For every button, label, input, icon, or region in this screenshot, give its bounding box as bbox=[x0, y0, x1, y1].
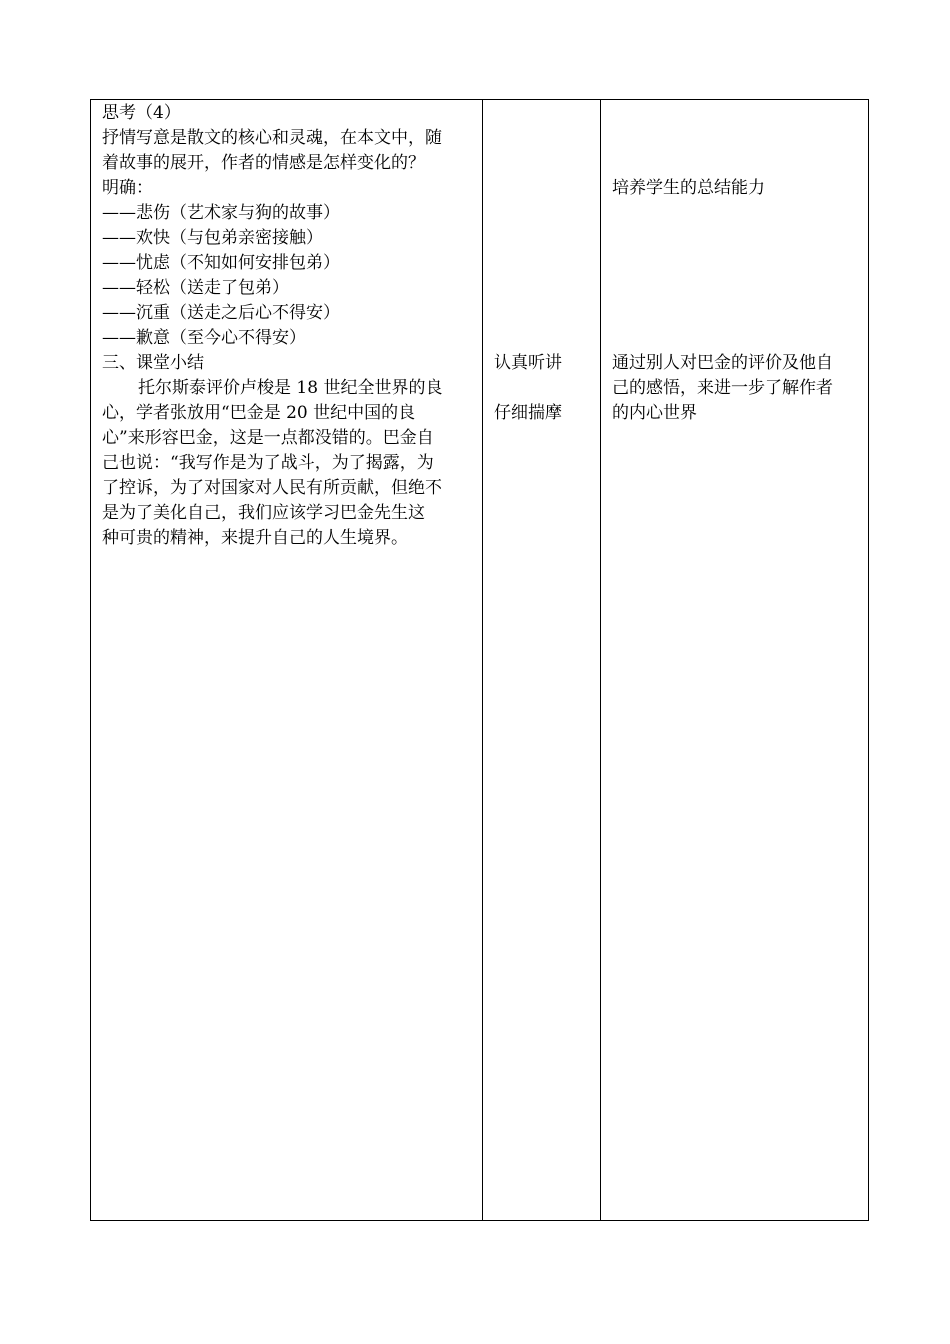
table-row bbox=[91, 100, 869, 1221]
thinking-question-heading: 思考（4） bbox=[102, 103, 181, 123]
design-purpose-cell bbox=[601, 100, 869, 1221]
lesson-plan-table bbox=[90, 99, 869, 1221]
summary-paragraph-line: 己也说：“我写作是为了战斗，为了揭露，为 bbox=[102, 453, 434, 473]
emotion-item: ——歉意（至今心不得安） bbox=[102, 328, 306, 348]
summary-paragraph-line: 心”来形容巴金，这是一点都没错的。巴金自 bbox=[102, 428, 434, 448]
summary-paragraph-line: 种可贵的精神，来提升自己的人生境界。 bbox=[102, 528, 408, 548]
activity-listen: 认真听讲 bbox=[494, 353, 562, 373]
summary-paragraph-line: 心，学者张放用“巴金是 20 世纪中国的良 bbox=[102, 403, 416, 423]
summary-heading: 三、课堂小结 bbox=[102, 353, 204, 373]
summary-paragraph-line: 是为了美化自己，我们应该学习巴金先生这 bbox=[102, 503, 425, 523]
teaching-content-cell bbox=[91, 100, 483, 1221]
emotion-item: ——沉重（送走之后心不得安） bbox=[102, 303, 340, 323]
summary-paragraph-line: 了控诉，为了对国家对人民有所贡献，但绝不 bbox=[102, 478, 442, 498]
purpose-line: 培养学生的总结能力 bbox=[612, 178, 765, 198]
emotion-item: ——轻松（送走了包弟） bbox=[102, 278, 289, 298]
student-activity-cell bbox=[483, 100, 601, 1221]
activity-ponder: 仔细揣摩 bbox=[494, 403, 562, 423]
emotion-item: ——忧虑（不知如何安排包弟） bbox=[102, 253, 340, 273]
emotion-item: ——悲伤（艺术家与狗的故事） bbox=[102, 203, 340, 223]
purpose-line: 通过别人对巴金的评价及他自 bbox=[612, 353, 833, 373]
content-line: 着故事的展开，作者的情感是怎样变化的？ bbox=[102, 153, 425, 173]
purpose-line: 的内心世界 bbox=[612, 403, 697, 423]
purpose-line: 己的感悟，来进一步了解作者 bbox=[612, 378, 833, 398]
content-line: 抒情写意是散文的核心和灵魂，在本文中，随 bbox=[102, 128, 442, 148]
summary-paragraph-line: 托尔斯泰评价卢梭是 18 世纪全世界的良 bbox=[138, 378, 443, 398]
emotion-item: ——欢快（与包弟亲密接触） bbox=[102, 228, 323, 248]
clarification-label: 明确： bbox=[102, 178, 153, 198]
